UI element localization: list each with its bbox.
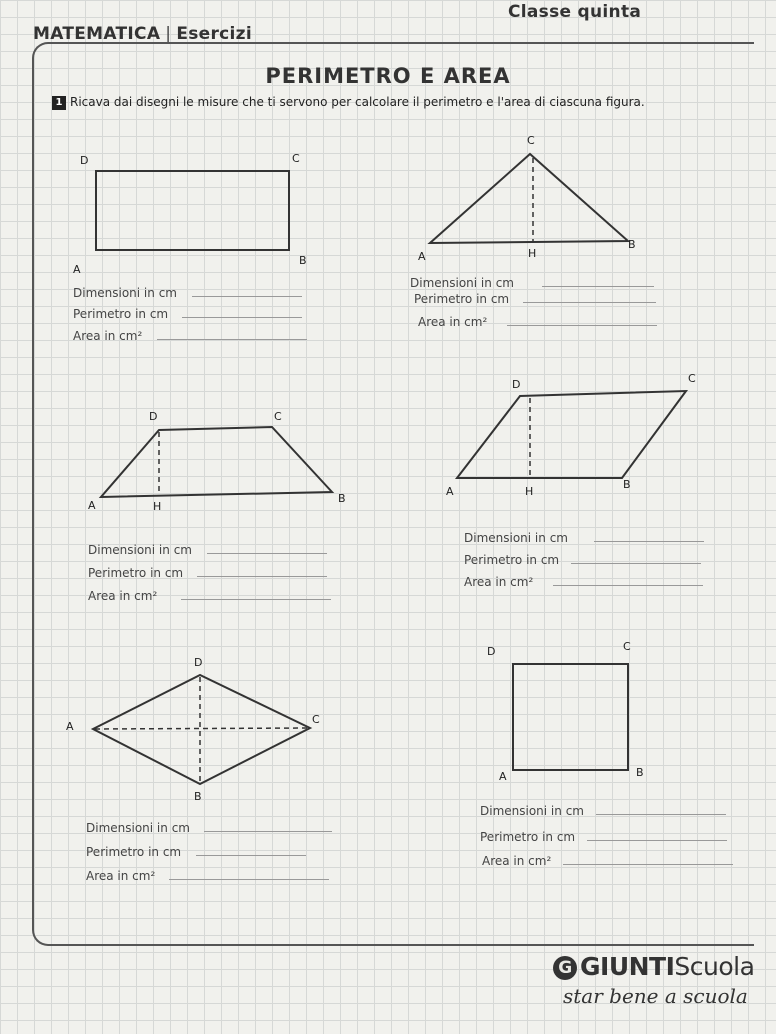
section-name: Esercizi [176,24,252,44]
tri-label-h: H [528,247,537,260]
trap-dimensions-blank[interactable] [207,553,327,554]
square-perimeter-blank[interactable] [587,840,727,841]
rect-area-field[interactable]: Area in cm² [73,329,307,343]
square-dimensions-blank[interactable] [596,814,726,815]
rect-label-c: C [292,152,300,165]
para-perimeter-blank[interactable] [571,563,701,564]
para-dimensions-blank[interactable] [594,541,704,542]
square-area-field[interactable]: Area in cm² [482,854,733,868]
rhombus-diagonal-ac [95,728,308,729]
publisher-logo: G GIUNTIScuola [553,952,754,981]
trap-perimeter-blank[interactable] [197,576,327,577]
square-area-blank[interactable] [563,864,733,865]
giunti-logo-icon: G [553,956,577,980]
rhombus-dimensions-field[interactable]: Dimensioni in cm [86,821,332,835]
rhombus-dimensions-blank[interactable] [204,831,332,832]
square-label-c: C [623,640,631,653]
tri-area-blank[interactable] [507,325,657,326]
publisher-slogan: star bene a scuola [563,984,748,1008]
rect-perimeter-blank[interactable] [182,317,302,318]
trap-area-blank[interactable] [181,599,331,600]
rhombus-area-field[interactable]: Area in cm² [86,869,329,883]
exercise-number: 1 [52,96,66,110]
rhombus-label-b: B [194,790,202,803]
square-label-d: D [487,645,496,658]
rhombus-label-a: A [66,720,74,733]
tri-dimensions-blank[interactable] [542,286,654,287]
para-perimeter-field[interactable]: Perimetro in cm [464,553,701,567]
square-label-b: B [636,766,644,779]
para-area-blank[interactable] [553,585,703,586]
trapezoid-shape [101,427,332,497]
trap-label-h: H [153,500,162,513]
trap-label-a: A [88,499,96,512]
para-label-d: D [512,378,521,391]
rect-dimensions-blank[interactable] [192,296,302,297]
square-perimeter-field[interactable]: Perimetro in cm [480,830,727,844]
trap-label-c: C [274,410,282,423]
tri-label-b: B [628,238,636,251]
rect-dimensions-field[interactable]: Dimensioni in cm [73,286,302,300]
rect-label-b: B [299,254,307,267]
trap-area-field[interactable]: Area in cm² [88,589,331,603]
tri-area-field[interactable]: Area in cm² [418,315,657,329]
tri-perimeter-blank[interactable] [523,302,656,303]
para-dimensions-field[interactable]: Dimensioni in cm [464,531,704,545]
rect-label-a: A [73,263,81,276]
para-area-field[interactable]: Area in cm² [464,575,703,589]
square-shape [513,664,628,770]
subject-heading: MATEMATICA | Esercizi [33,24,252,44]
rect-label-d: D [80,154,89,167]
class-label: Classe quinta [508,2,642,22]
rhombus-perimeter-blank[interactable] [196,855,306,856]
rectangle-shape [96,171,289,250]
rhombus-label-d: D [194,656,203,669]
para-label-b: B [623,478,631,491]
exercise-instruction: Ricava dai disegni le misure che ti servono per calcolare il perimetro e l'area di ciascuna figura. [70,95,645,109]
rhombus-area-blank[interactable] [169,879,329,880]
square-dimensions-field[interactable]: Dimensioni in cm [480,804,726,818]
page-title: PERIMETRO E AREA [265,64,511,88]
para-label-a: A [446,485,454,498]
rhombus-label-c: C [312,713,320,726]
tri-dimensions-field[interactable]: Dimensioni in cm [410,276,654,290]
trap-label-d: D [149,410,158,423]
tri-label-c: C [527,134,535,147]
tri-label-a: A [418,250,426,263]
rect-area-blank[interactable] [157,339,307,340]
para-label-c: C [688,372,696,385]
tri-perimeter-field[interactable]: Perimetro in cm [414,292,656,306]
square-label-a: A [499,770,507,783]
para-label-h: H [525,485,534,498]
trap-dimensions-field[interactable]: Dimensioni in cm [88,543,327,557]
rect-perimeter-field[interactable]: Perimetro in cm [73,307,302,321]
parallelogram-shape [457,391,686,478]
trap-label-b: B [338,492,346,505]
rhombus-perimeter-field[interactable]: Perimetro in cm [86,845,306,859]
trap-perimeter-field[interactable]: Perimetro in cm [88,566,327,580]
triangle-shape [430,154,628,243]
subject-name: MATEMATICA [33,24,161,44]
